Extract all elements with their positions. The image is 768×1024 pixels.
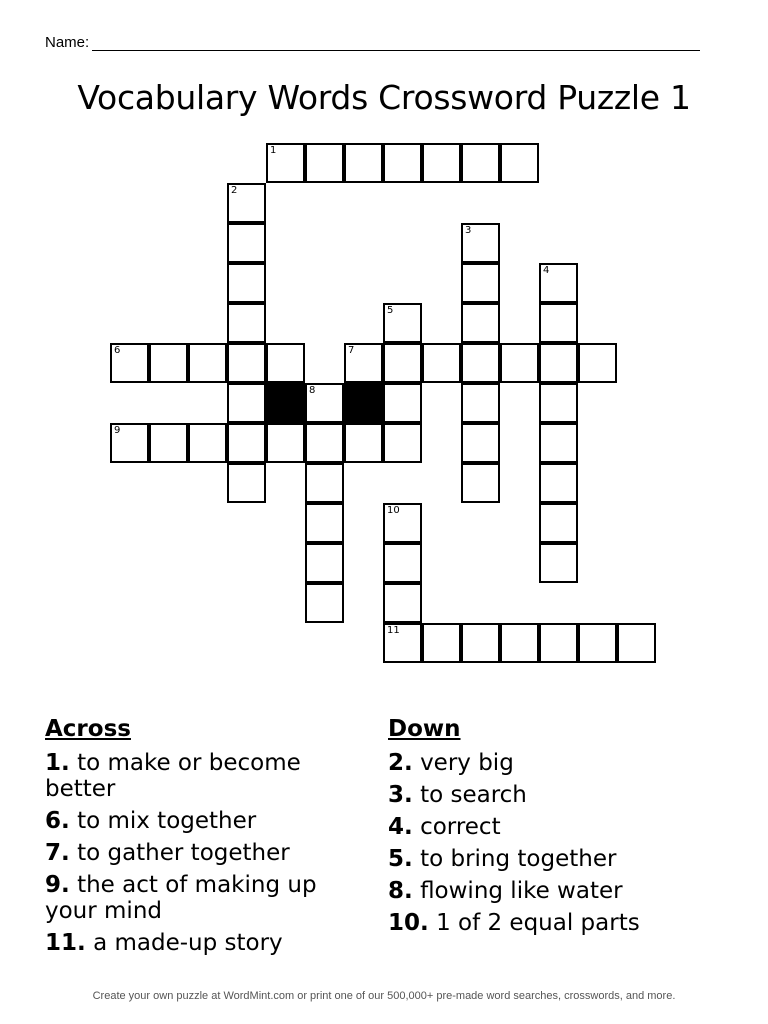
grid-cell[interactable] [461, 463, 500, 503]
grid-cell[interactable] [227, 263, 266, 303]
grid-cell[interactable] [149, 343, 188, 383]
clue-number: 7 [348, 345, 355, 356]
clue-item: 5. to bring together [388, 846, 617, 872]
grid-cell[interactable] [383, 543, 422, 583]
clue-number: 2 [231, 185, 238, 196]
grid-cell[interactable] [305, 543, 344, 583]
grid-cell[interactable] [305, 423, 344, 463]
grid-cell[interactable] [266, 143, 305, 183]
grid-cell[interactable] [305, 383, 344, 423]
grid-cell[interactable] [110, 343, 149, 383]
clue-number: 3 [465, 225, 472, 236]
grid-cell[interactable] [617, 623, 656, 663]
clue-item: 6. to mix together [45, 808, 257, 834]
grid-cell[interactable] [305, 143, 344, 183]
clue-item: 10. 1 of 2 equal parts [388, 910, 640, 936]
grid-cell[interactable] [383, 583, 422, 623]
grid-cell[interactable] [266, 423, 305, 463]
grid-cell[interactable] [188, 423, 227, 463]
clue-number: 6 [114, 345, 121, 356]
grid-cell[interactable] [188, 343, 227, 383]
grid-cell[interactable] [539, 343, 578, 383]
grid-cell[interactable] [539, 503, 578, 543]
down-clues [388, 716, 728, 942]
black-square [266, 383, 305, 423]
grid-cell[interactable] [383, 623, 422, 663]
grid-cell[interactable] [422, 623, 461, 663]
clue-number: 11 [387, 625, 400, 636]
grid-cell[interactable] [227, 423, 266, 463]
grid-cell[interactable] [344, 143, 383, 183]
clue-number: 8 [309, 385, 316, 396]
clue-item: 3. to search [388, 782, 527, 808]
grid-cell[interactable] [539, 423, 578, 463]
grid-cell[interactable] [266, 343, 305, 383]
grid-cell[interactable] [461, 143, 500, 183]
clue-item: 7. to gather together [45, 840, 290, 866]
grid-cell[interactable] [383, 503, 422, 543]
grid-cell[interactable] [578, 343, 617, 383]
grid-cell[interactable] [227, 183, 266, 223]
name-label: Name: [45, 34, 90, 51]
grid-cell[interactable] [383, 423, 422, 463]
grid-cell[interactable] [461, 263, 500, 303]
grid-cell[interactable] [305, 503, 344, 543]
grid-cell[interactable] [461, 623, 500, 663]
page-title: Vocabulary Words Crossword Puzzle 1 [77, 78, 691, 117]
grid-cell[interactable] [383, 303, 422, 343]
grid-cell[interactable] [110, 423, 149, 463]
clue-item: 4. correct [388, 814, 501, 840]
across-clues [45, 716, 365, 962]
grid-cell[interactable] [227, 463, 266, 503]
clue-item: 8. flowing like water [388, 878, 623, 904]
grid-cell[interactable] [383, 383, 422, 423]
clue-number: 9 [114, 425, 121, 436]
black-square [344, 383, 383, 423]
grid-cell[interactable] [539, 623, 578, 663]
grid-cell[interactable] [461, 383, 500, 423]
grid-cell[interactable] [461, 343, 500, 383]
grid-cell[interactable] [305, 463, 344, 503]
grid-cell[interactable] [305, 583, 344, 623]
clue-number: 10 [387, 505, 400, 516]
clue-number: 5 [387, 305, 394, 316]
grid-cell[interactable] [383, 343, 422, 383]
grid-cell[interactable] [149, 423, 188, 463]
grid-cell[interactable] [227, 303, 266, 343]
grid-cell[interactable] [461, 303, 500, 343]
grid-cell[interactable] [578, 623, 617, 663]
grid-cell[interactable] [500, 343, 539, 383]
clue-item: 11. a made-up story [45, 930, 283, 956]
grid-cell[interactable] [500, 623, 539, 663]
grid-cell[interactable] [344, 423, 383, 463]
grid-cell[interactable] [227, 383, 266, 423]
grid-cell[interactable] [227, 343, 266, 383]
clue-number: 4 [543, 265, 550, 276]
clue-item: 2. very big [388, 750, 514, 776]
footer-note: Create your own puzzle at WordMint.com or print one of our 500,000+ pre-made word searches, crosswords, and more. [92, 990, 676, 1002]
clue-item: 9. the act of making up your mind [45, 872, 317, 924]
grid-cell[interactable] [461, 223, 500, 263]
grid-cell[interactable] [383, 143, 422, 183]
grid-cell[interactable] [539, 463, 578, 503]
down-heading: Down [388, 716, 461, 742]
grid-cell[interactable] [539, 543, 578, 583]
grid-cell[interactable] [422, 343, 461, 383]
grid-cell[interactable] [461, 423, 500, 463]
grid-cell[interactable] [539, 303, 578, 343]
grid-cell[interactable] [422, 143, 461, 183]
clue-item: 1. to make or become better [45, 750, 301, 802]
grid-cell[interactable] [344, 343, 383, 383]
grid-cell[interactable] [227, 223, 266, 263]
grid-cell[interactable] [539, 383, 578, 423]
clue-number: 1 [270, 145, 277, 156]
across-heading: Across [45, 716, 131, 742]
grid-cell[interactable] [500, 143, 539, 183]
grid-cell[interactable] [539, 263, 578, 303]
